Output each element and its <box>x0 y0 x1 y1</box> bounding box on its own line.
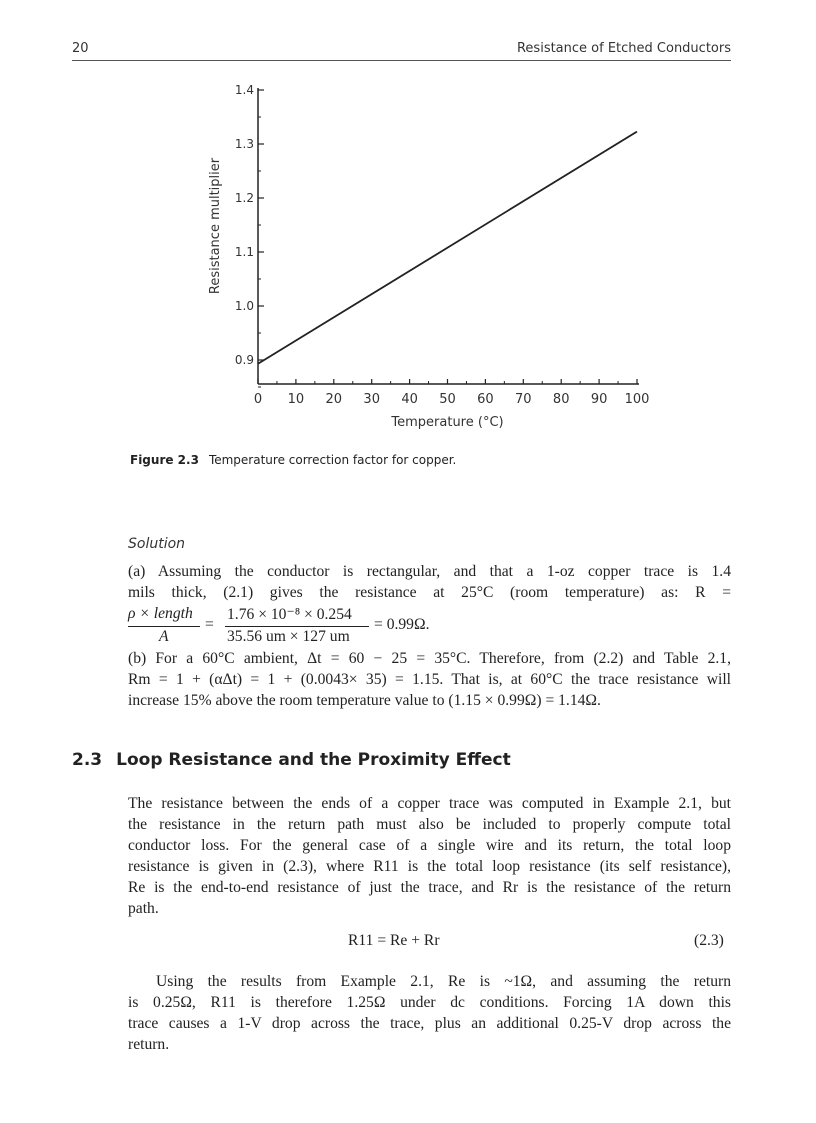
y-axis-label: Resistance multiplier <box>208 157 223 295</box>
fraction-2-numerator: 1.76 × 10⁻⁸ × 0.254 <box>227 606 352 623</box>
para2-line-2: is 0.25Ω, R11 is therefore 1.25Ω under dc conditions. Forcing 1A down this <box>128 994 731 1011</box>
x-axis-label: Temperature (°C) <box>391 415 504 430</box>
para2-line-4: return. <box>128 1036 170 1053</box>
para1-line-5: Re is the end-to-end resistance of just the trace, and Rr is the resistance of the return <box>128 879 731 896</box>
x-tick-label: 0 <box>253 392 263 407</box>
fraction-2-denominator: 35.56 um × 127 um <box>227 628 350 645</box>
x-tick-label: 80 <box>552 392 570 407</box>
x-tick-label: 60 <box>477 392 494 407</box>
y-tick-label: 1.1 <box>234 245 254 259</box>
solution-b-line-1: (b) For a 60°C ambient, Δt = 60 − 25 = 35°C. Therefore, from (2.2) and Table 2.1, <box>128 650 731 667</box>
x-tick-label: 100 <box>624 392 650 407</box>
resistance-chart <box>0 0 816 440</box>
figure-caption <box>130 453 456 467</box>
x-tick-label: 20 <box>325 392 343 407</box>
para2-line-3: trace causes a 1-V drop across the trace, plus an additional 0.25-V drop across the <box>128 1015 731 1032</box>
y-tick-label: 0.9 <box>234 353 254 367</box>
section-heading <box>72 750 511 770</box>
x-tick-label: 30 <box>363 392 380 407</box>
para1-line-2: the resistance in the return path must also be included to properly compute total <box>128 816 731 833</box>
formula-result: = 0.99Ω. <box>374 616 430 633</box>
fraction-1-denominator: A <box>159 628 169 645</box>
figure-label: Figure 2.3 <box>130 453 199 467</box>
equation-2-3: R11 = Re + Rr <box>348 932 440 949</box>
para1-line-3: conductor loss. For the general case of a single wire and its return, the total loop <box>128 837 731 854</box>
fraction-2-bar <box>225 626 369 627</box>
equation-number: (2.3) <box>694 932 724 949</box>
fraction-1-bar <box>128 626 200 627</box>
running-title: Resistance of Etched Conductors <box>516 41 731 56</box>
section-number: 2.3 <box>72 750 103 770</box>
para1-line-4: resistance is given in (2.3), where R11 is the total loop resistance (its self resistance), <box>128 858 731 875</box>
solution-heading: Solution <box>128 536 186 552</box>
solution-a-line-2: mils thick, (2.1) gives the resistance at 25°C (room temperature) as: R = <box>128 584 731 601</box>
y-tick-label: 1.2 <box>234 191 254 205</box>
solution-b-line-2: Rm = 1 + (αΔt) = 1 + (0.0043× 35) = 1.15. That is, at 60°C the trace resistance will <box>128 671 731 688</box>
para1-line-1: The resistance between the ends of a copper trace was computed in Example 2.1, but <box>128 795 731 812</box>
y-tick-label: 1.0 <box>234 299 254 313</box>
x-tick-label: 90 <box>590 392 608 407</box>
x-tick-label: 10 <box>287 392 305 407</box>
solution-a-line-1: (a) Assuming the conductor is rectangular, and that a 1-oz copper trace is 1.4 <box>128 563 731 580</box>
para2-line-1: Using the results from Example 2.1, Re is ~1Ω, and assuming the return <box>156 973 731 990</box>
equals-sign: = <box>205 616 214 633</box>
x-tick-label: 40 <box>401 392 418 407</box>
series-line-copper <box>258 132 637 364</box>
section-title: Loop Resistance and the Proximity Effect <box>116 750 511 770</box>
figure-caption-text: Temperature correction factor for copper. <box>208 453 457 467</box>
fraction-1-numerator: ρ × length <box>128 605 193 622</box>
y-tick-label: 1.4 <box>234 83 254 97</box>
solution-b-line-3: increase 15% above the room temperature value to (1.15 × 0.99Ω) = 1.14Ω. <box>128 692 601 709</box>
x-tick-label: 70 <box>515 392 532 407</box>
y-tick-label: 1.3 <box>234 137 254 151</box>
x-tick-label: 50 <box>439 392 456 407</box>
page-number: 20 <box>72 41 89 56</box>
para1-line-6: path. <box>128 900 159 917</box>
